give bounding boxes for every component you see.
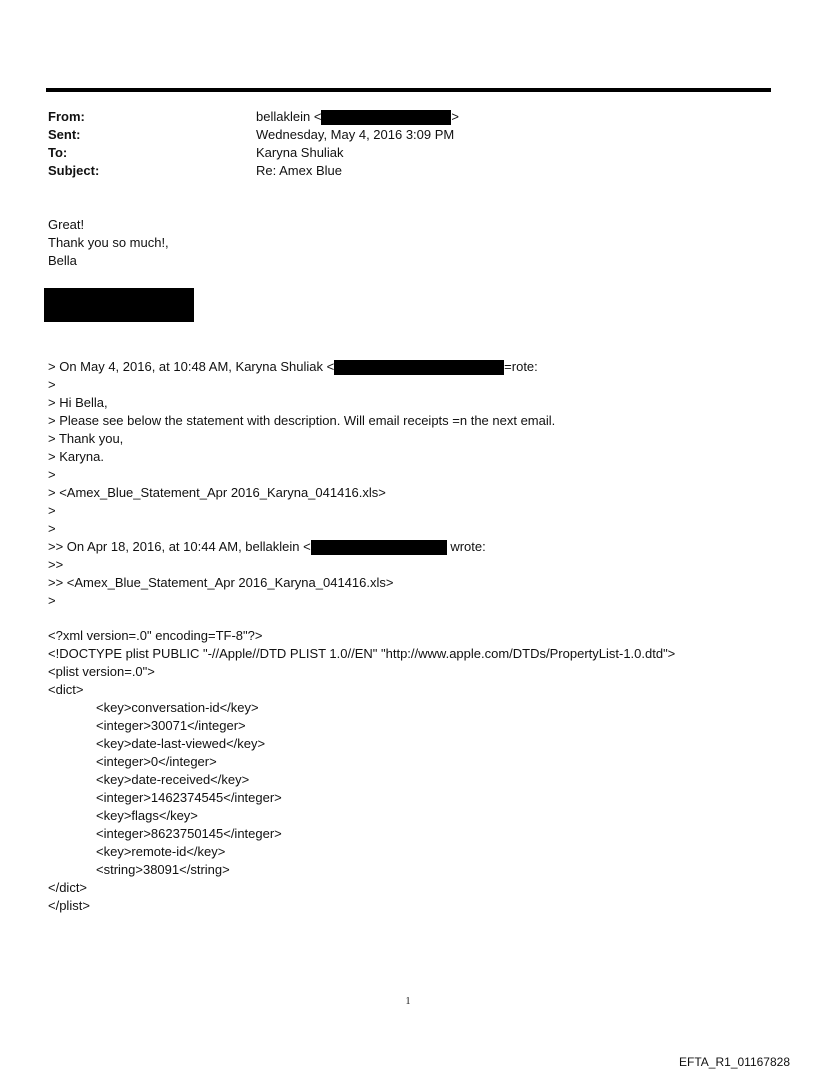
from-bracket: > bbox=[451, 109, 459, 124]
xml-line: </dict> bbox=[48, 880, 88, 895]
xml-line: <key>date-last-viewed</key> bbox=[96, 736, 266, 751]
xml-line: <key>flags</key> bbox=[96, 808, 198, 823]
quote-line: > <Amex_Blue_Statement_Apr 2016_Karyna_041416.xls> bbox=[48, 485, 386, 500]
body-line: Bella bbox=[48, 253, 77, 268]
to-label: To: bbox=[48, 145, 68, 160]
quote-line: > bbox=[48, 593, 56, 608]
quote-text: wrote: bbox=[446, 539, 486, 554]
quote-line bbox=[48, 538, 555, 556]
from-name: bellaklein < bbox=[256, 109, 322, 124]
xml-line: <key>conversation-id</key> bbox=[96, 700, 259, 715]
body-line: Thank you so much!, bbox=[48, 235, 169, 250]
subject-label: Subject: bbox=[48, 163, 100, 178]
redaction-box bbox=[334, 360, 504, 375]
subject-value: Re: Amex Blue bbox=[256, 163, 342, 178]
quote-line: >> bbox=[48, 557, 64, 572]
xml-line: <integer>30071</integer> bbox=[96, 718, 246, 733]
to-row bbox=[48, 144, 459, 162]
xml-line: <plist version=.0"> bbox=[48, 664, 155, 679]
quote-line bbox=[48, 358, 555, 376]
from-row bbox=[48, 108, 459, 126]
page-number: 1 bbox=[405, 996, 411, 1007]
xml-line: <key>remote-id</key> bbox=[96, 844, 226, 859]
xml-line: <?xml version=.0" encoding=TF-8"?> bbox=[48, 628, 263, 643]
quote-text: > On May 4, 2016, at 10:48 AM, Karyna Shuliak < bbox=[48, 359, 335, 374]
redaction-box bbox=[321, 110, 451, 125]
quote-text: =rote: bbox=[504, 359, 538, 374]
quote-line: > Thank you, bbox=[48, 431, 124, 446]
sent-row bbox=[48, 126, 459, 144]
quote-line: > bbox=[48, 521, 56, 536]
plist-xml-block bbox=[48, 627, 675, 915]
xml-line: <integer>0</integer> bbox=[96, 754, 217, 769]
sent-value: Wednesday, May 4, 2016 3:09 PM bbox=[256, 127, 455, 142]
xml-line: <!DOCTYPE plist PUBLIC "-//Apple//DTD PLIST 1.0//EN" "http://www.apple.com/DTDs/PropertyList-1.0.dtd"> bbox=[48, 646, 676, 661]
redaction-box bbox=[311, 540, 447, 555]
from-value bbox=[256, 108, 459, 126]
header-rule bbox=[46, 88, 771, 92]
quoted-thread bbox=[48, 358, 555, 610]
quote-text: >> On Apr 18, 2016, at 10:44 AM, bellaklein < bbox=[48, 539, 311, 554]
quote-line: > Karyna. bbox=[48, 449, 105, 464]
xml-line: <integer>8623750145</integer> bbox=[96, 826, 282, 841]
sent-label: Sent: bbox=[48, 127, 81, 142]
xml-line: <string>38091</string> bbox=[96, 862, 230, 877]
redaction-box bbox=[44, 288, 194, 322]
xml-line: <key>date-received</key> bbox=[96, 772, 250, 787]
xml-line: <integer>1462374545</integer> bbox=[96, 790, 282, 805]
quote-line: > bbox=[48, 467, 56, 482]
body-line: Great! bbox=[48, 217, 85, 232]
quote-line: > bbox=[48, 377, 56, 392]
quote-line: > Please see below the statement with description. Will email receipts =n the next email. bbox=[48, 413, 556, 428]
message-body bbox=[48, 216, 169, 270]
quote-line: > Hi Bella, bbox=[48, 395, 108, 410]
from-label: From: bbox=[48, 109, 85, 124]
bates-number: EFTA_R1_01167828 bbox=[679, 1055, 790, 1069]
quote-line: >> <Amex_Blue_Statement_Apr 2016_Karyna_041416.xls> bbox=[48, 575, 394, 590]
quote-line: > bbox=[48, 503, 56, 518]
email-header bbox=[48, 108, 459, 180]
xml-line: </plist> bbox=[48, 898, 90, 913]
xml-line: <dict> bbox=[48, 682, 84, 697]
subject-row bbox=[48, 162, 459, 180]
to-value: Karyna Shuliak bbox=[256, 145, 344, 160]
